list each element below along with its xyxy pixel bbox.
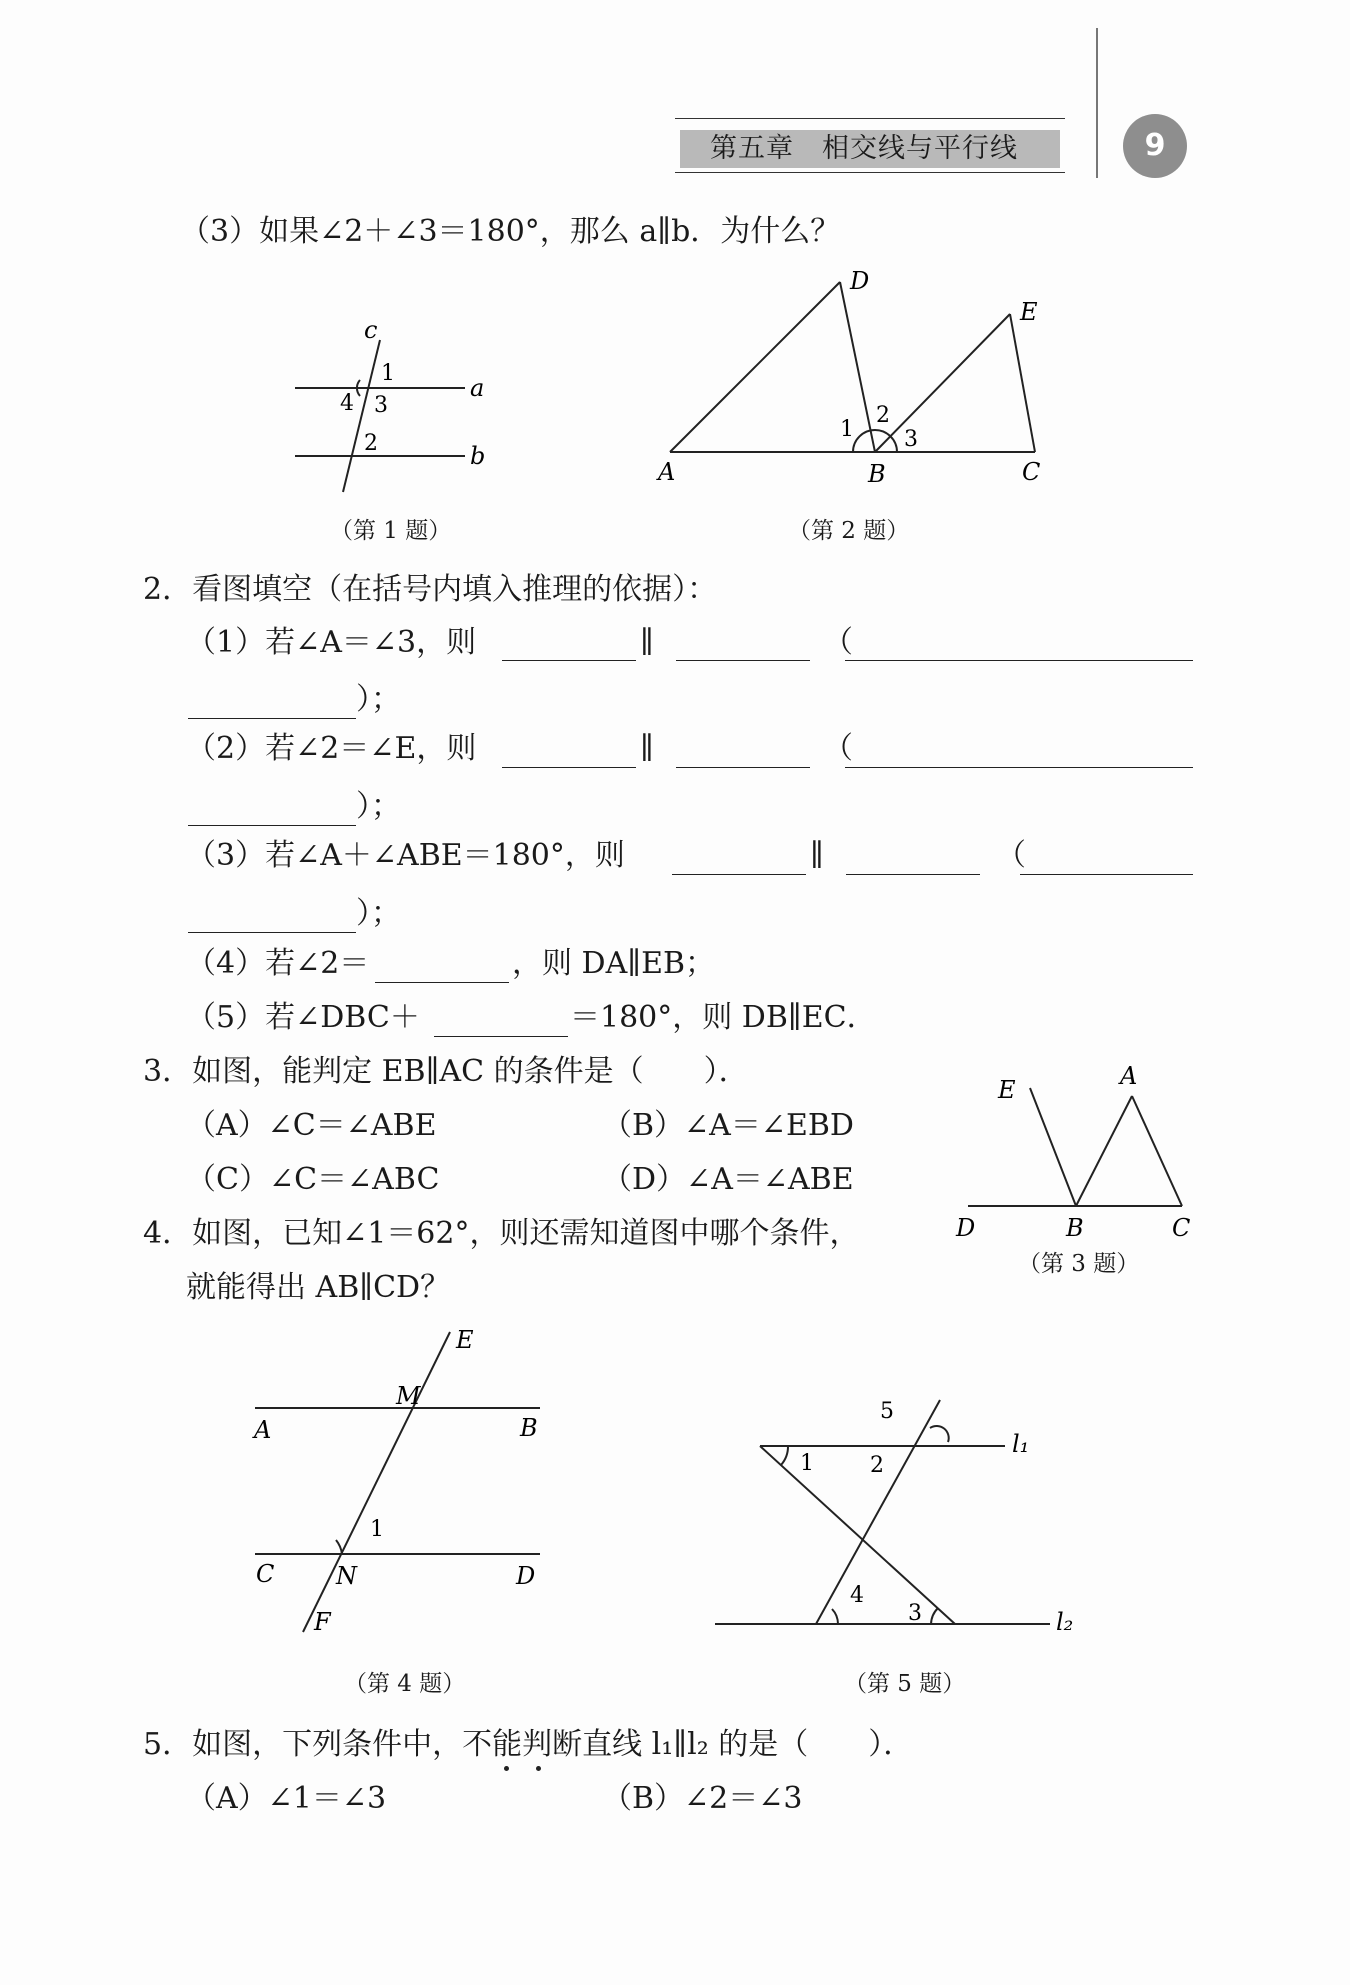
q2-3-open-paren: （ (996, 838, 1026, 873)
fig2-label-C: C (1022, 458, 1041, 486)
fig3-label-E: E (998, 1076, 1016, 1104)
fig2-label-D: D (850, 267, 870, 295)
q3-option-b[interactable]: （B）∠A＝∠EBD (602, 1108, 854, 1143)
fig4-label-1: 1 (370, 1517, 384, 1542)
fig4-caption: （第 4 题） (344, 1671, 466, 1697)
q2-1-close-paren: ）； (356, 682, 401, 717)
q2-3-stem: （3）若∠A＋∠ABE＝180°，则 (186, 838, 625, 873)
fig5-label-3: 3 (908, 1601, 922, 1626)
header-rule-bottom (675, 172, 1065, 173)
fig5-label-1: 1 (800, 1451, 814, 1476)
page-number: 9 (1123, 114, 1187, 178)
fig5-label-2: 2 (870, 1453, 884, 1478)
chapter-title: 第五章 相交线与平行线 (710, 133, 1018, 164)
q2-5-blank[interactable] (434, 1036, 568, 1037)
fig3-label-A: A (1120, 1062, 1138, 1090)
fig4-label-F: F (314, 1608, 331, 1636)
fig2-label-3: 3 (904, 427, 918, 452)
header-rule-top (675, 118, 1065, 119)
fig1-label-c: c (364, 316, 378, 344)
q2-4-stem: （4）若∠2＝ (186, 946, 370, 981)
fig4-label-E: E (456, 1326, 474, 1354)
q3-option-a[interactable]: （A）∠C＝∠ABE (186, 1108, 437, 1143)
q2-2-reason-blank[interactable] (845, 767, 1193, 768)
figure-3 (950, 1060, 1200, 1240)
fig3-label-C: C (1172, 1214, 1191, 1240)
q2-3-blank-2[interactable] (846, 874, 980, 875)
q5-option-b[interactable]: （B）∠2＝∠3 (602, 1781, 803, 1816)
fig1-label-1: 1 (381, 361, 395, 386)
q3-option-d[interactable]: （D）∠A＝∠ABE (602, 1162, 854, 1197)
fig3-label-D: D (956, 1214, 976, 1240)
q2-1-parallel: ∥ (640, 625, 654, 660)
figure-5 (700, 1380, 1100, 1650)
fig5-label-l1: l₁ (1012, 1430, 1030, 1458)
q2-2-close-paren: ）； (356, 789, 401, 824)
figure-2 (650, 262, 1070, 492)
fig2-caption: （第 2 题） (788, 518, 910, 544)
q2-1-stem: （1）若∠A＝∠3，则 (186, 625, 477, 660)
fig4-label-B: B (520, 1414, 538, 1442)
q2-2-stem: （2）若∠2＝∠E，则 (186, 731, 477, 766)
q1-part3: （3）如果∠2＋∠3＝180°，那么 a∥b．为什么？ (180, 214, 841, 249)
fig1-label-4: 4 (340, 391, 354, 416)
fig2-label-E: E (1020, 298, 1038, 326)
fig4-label-M: M (396, 1382, 421, 1410)
fig5-label-l2: l₂ (1056, 1608, 1074, 1636)
q5-stem: 5．如图，下列条件中，不能判断直线 l₁∥l₂ 的是（ ）． (143, 1727, 914, 1762)
emphasis-dot-2 (536, 1766, 541, 1771)
fig3-label-B: B (1066, 1214, 1084, 1240)
fig5-caption: （第 5 题） (844, 1671, 966, 1697)
fig2-label-B: B (868, 460, 886, 488)
fig1-label-b: b (470, 442, 486, 470)
q2-5-stem: （5）若∠DBC＋ (186, 1000, 420, 1035)
q4-line1: 4．如图，已知∠1＝62°，则还需知道图中哪个条件， (143, 1216, 860, 1251)
fig4-label-A: A (254, 1416, 272, 1444)
q4-line2: 就能得出 AB∥CD？ (186, 1270, 451, 1305)
fig4-label-C: C (256, 1560, 275, 1588)
q2-2-blank-2[interactable] (676, 767, 810, 768)
figure-4 (240, 1320, 570, 1640)
figure-1 (280, 310, 520, 510)
q2-3-reason-blank[interactable] (1020, 874, 1193, 875)
q2-1-blank-2[interactable] (676, 660, 810, 661)
q2-1-reason-blank-cont[interactable] (188, 718, 356, 719)
q2-2-parallel: ∥ (640, 731, 654, 766)
q2-4-blank[interactable] (375, 982, 509, 983)
fig3-caption: （第 3 题） (1018, 1251, 1140, 1277)
q2-3-close-paren: ）； (356, 896, 401, 931)
fig1-caption: （第 1 题） (330, 518, 452, 544)
fig1-label-a: a (470, 374, 485, 402)
q5-option-a[interactable]: （A）∠1＝∠3 (186, 1781, 387, 1816)
q2-1-open-paren: （ (823, 625, 853, 660)
fig4-label-D: D (516, 1562, 536, 1590)
fig2-label-1: 1 (840, 417, 854, 442)
q2-4-tail: ，则 DA∥EB； (512, 946, 716, 981)
q2-5-tail: ＝180°，则 DB∥EC． (570, 1000, 877, 1035)
q3-stem: 3．如图，能判定 EB∥AC 的条件是（ ）． (143, 1054, 749, 1089)
q2-3-parallel: ∥ (810, 838, 824, 873)
margin-line (1096, 28, 1098, 178)
q2-1-blank-1[interactable] (502, 660, 636, 661)
fig1-label-2: 2 (364, 431, 378, 456)
q2-intro: 2．看图填空（在括号内填入推理的依据）： (143, 572, 718, 607)
q2-2-blank-1[interactable] (502, 767, 636, 768)
q2-2-open-paren: （ (823, 731, 853, 766)
q2-2-reason-blank-cont[interactable] (188, 825, 356, 826)
q2-3-blank-1[interactable] (672, 874, 806, 875)
fig5-label-5: 5 (880, 1399, 894, 1424)
q2-1-reason-blank[interactable] (845, 660, 1193, 661)
fig1-label-3: 3 (374, 393, 388, 418)
emphasis-dot-1 (504, 1766, 509, 1771)
fig2-label-A: A (658, 458, 676, 486)
fig5-label-4: 4 (850, 1583, 864, 1608)
q3-option-c[interactable]: （C）∠C＝∠ABC (186, 1162, 440, 1197)
fig2-label-2: 2 (876, 403, 890, 428)
q2-3-reason-blank-cont[interactable] (188, 932, 356, 933)
fig4-label-N: N (336, 1562, 357, 1590)
